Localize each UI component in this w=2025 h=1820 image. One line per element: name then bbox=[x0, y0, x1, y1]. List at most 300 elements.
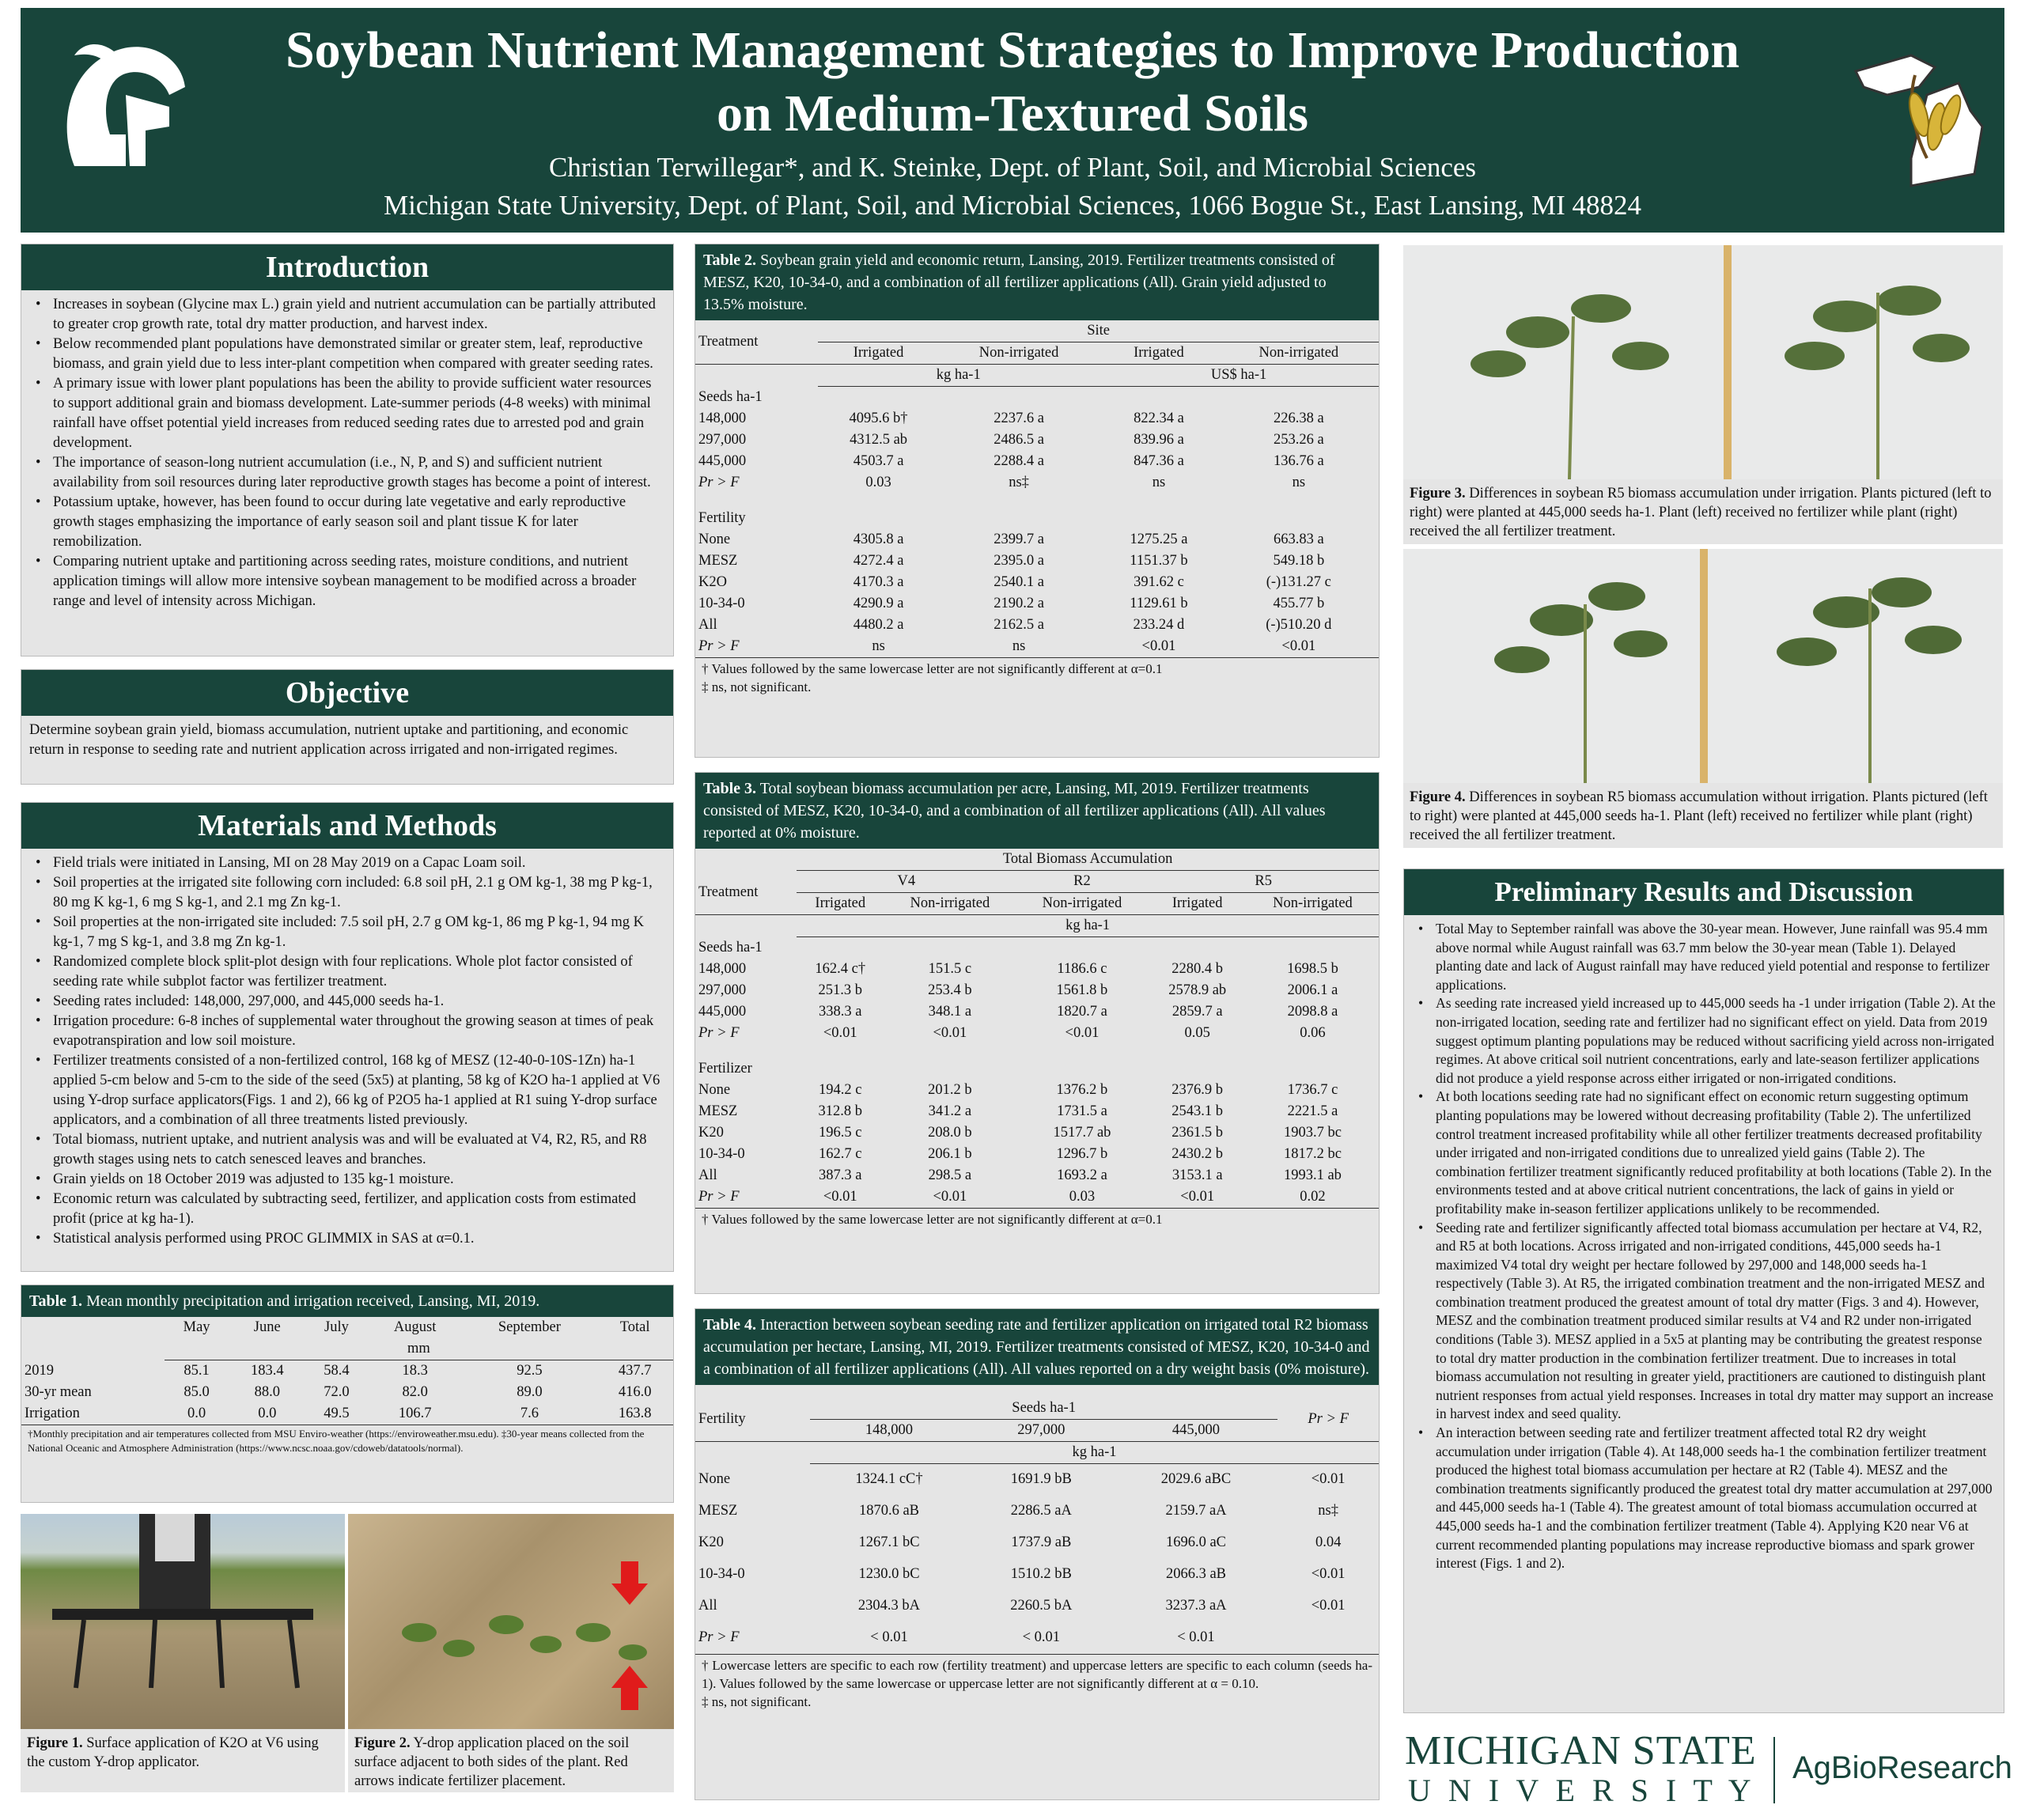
table-cell: 445,000 bbox=[698, 1004, 747, 1020]
table1-footnote: †Monthly precipitation and air temperatures collected from MSU Enviro-weather (https://enviroweather.msu.edu). ‡30-year means collected from the National Oceanic and Atmosphere Administration (https://www.ncsc.noaa.gov/cdoweb/datatools/normal). bbox=[21, 1425, 673, 1457]
table-header-row bbox=[21, 1317, 673, 1338]
table-cell: All bbox=[698, 617, 717, 633]
table-cell: Irrigated bbox=[1171, 895, 1223, 911]
table-cell: 2286.5 aA bbox=[1010, 1503, 1072, 1519]
table-cell: 194.2 c bbox=[819, 1082, 862, 1098]
table-cell: 163.8 bbox=[618, 1406, 652, 1421]
table-row bbox=[695, 1101, 1379, 1122]
table-cell: 72.0 bbox=[324, 1384, 350, 1400]
list-item: • Statistical analysis performed using PROC GLIMMIX in SAS at α=0.1. bbox=[53, 1229, 665, 1249]
table-cell: 839.96 a bbox=[1134, 432, 1184, 448]
table-cell: K20 bbox=[698, 1534, 724, 1550]
table-cell: 341.2 a bbox=[928, 1103, 972, 1119]
table-cell: MESZ bbox=[698, 553, 738, 569]
table-cell: 233.24 d bbox=[1133, 617, 1185, 633]
table-cell: <0.01 bbox=[823, 1025, 857, 1041]
caption-text: Total soybean biomass accumulation per acre, Lansing, MI, 2019. Fertilizer treatments consisted of MESZ, K20, 10-34-0, and a combination of all fertilizer applications (All). All values reported at 0% moisture. bbox=[703, 780, 1326, 842]
table-cell: V4 bbox=[797, 871, 1016, 893]
table-cell: None bbox=[698, 532, 731, 547]
table-cell: 549.18 b bbox=[1273, 553, 1325, 569]
table-cell: 2221.5 a bbox=[1287, 1103, 1338, 1119]
table4-caption bbox=[695, 1309, 1379, 1385]
table-cell: 136.76 a bbox=[1273, 453, 1324, 469]
table-cell: 4290.9 a bbox=[853, 596, 904, 611]
figure2-photo bbox=[348, 1514, 674, 1729]
table-cell: 4480.2 a bbox=[853, 617, 904, 633]
list-item: • Below recommended plant populations have demonstrated similar or greater stem, leaf, reproductive biomass, and grain yield due to less inter-plant competition when compared with greater seeding rates. bbox=[53, 335, 665, 374]
table-cell: 312.8 b bbox=[818, 1103, 862, 1119]
table-cell: 2159.7 aA bbox=[1165, 1503, 1227, 1519]
table-cell: 2361.5 b bbox=[1171, 1125, 1224, 1141]
table-cell: Irrigated bbox=[853, 345, 904, 361]
caption-text: Differences in soybean R5 biomass accumulation without irrigation. Plants pictured (left to right) were planted at 445,000 seeds ha-1. Plant (left) received no fertilizer while plant (right) received the all fertilizer treatment. bbox=[1410, 789, 1988, 843]
caption-label: Table 4. bbox=[703, 1316, 757, 1334]
table-cell: 1691.9 bB bbox=[1010, 1471, 1072, 1488]
table-header-row bbox=[695, 893, 1379, 915]
table-cell: 1510.2 bB bbox=[1010, 1566, 1072, 1582]
table-cell: 251.3 b bbox=[818, 982, 862, 998]
table-cell: Non-irrigated bbox=[1273, 895, 1353, 911]
table-cell: R2 bbox=[1016, 871, 1148, 893]
msu-agbioresearch-logo bbox=[1405, 1728, 2012, 1808]
methods-heading: Materials and Methods bbox=[21, 803, 673, 849]
table-cell: 1736.7 c bbox=[1287, 1082, 1338, 1098]
table-cell: 4170.3 a bbox=[853, 574, 904, 590]
table-row bbox=[695, 636, 1379, 657]
table-cell: 162.7 c bbox=[819, 1146, 862, 1162]
table1 bbox=[21, 1317, 673, 1425]
table-cell: 455.77 b bbox=[1273, 596, 1325, 611]
table-cell: 1696.0 aC bbox=[1165, 1534, 1226, 1550]
table-cell: 348.1 a bbox=[928, 1004, 972, 1020]
introduction-heading: Introduction bbox=[21, 244, 673, 290]
table-cell: 4312.5 ab bbox=[850, 432, 908, 448]
table-row bbox=[695, 408, 1379, 429]
poster-title bbox=[21, 19, 2004, 146]
list-item: • Economic return was calculated by subtracting seed, fertilizer, and application costs from estimated profit (price at kg ha-1). bbox=[53, 1190, 665, 1229]
footnote: ‡ ns, not significant. bbox=[702, 1693, 812, 1709]
caption-text: Mean monthly precipitation and irrigation received, Lansing, MI, 2019. bbox=[82, 1292, 540, 1310]
caption-text: Y-drop application placed on the soil surface adjacent to both sides of the plant. Red arrows indicate fertilizer placement. bbox=[354, 1735, 630, 1789]
table-cell: 30-yr mean bbox=[25, 1384, 92, 1400]
table-cell: <0.01 bbox=[1311, 1598, 1346, 1614]
table-cell: 148,000 bbox=[698, 961, 747, 977]
table-cell: 183.4 bbox=[250, 1363, 284, 1379]
affiliation: Michigan State University, Dept. of Plant, Soil, and Microbial Sciences, 1066 Bogue St., East Lansing, MI 48824 bbox=[383, 190, 1642, 221]
caption-label: Table 3. bbox=[703, 780, 757, 797]
group-label: Fertility bbox=[698, 510, 746, 526]
table-cell: 85.0 bbox=[184, 1384, 210, 1400]
table-cell: 1737.9 aB bbox=[1011, 1534, 1072, 1550]
table-cell: <0.01 bbox=[823, 1189, 857, 1205]
table-row bbox=[21, 1403, 673, 1425]
table-row bbox=[695, 593, 1379, 615]
title-line-2: on Medium-Textured Soils bbox=[716, 85, 1309, 142]
table-cell: 2859.7 a bbox=[1171, 1004, 1223, 1020]
table-cell: < 0.01 bbox=[1022, 1629, 1061, 1645]
table-row bbox=[695, 1080, 1379, 1101]
table-cell: 208.0 b bbox=[928, 1125, 972, 1141]
methods-section bbox=[21, 802, 674, 1272]
table-cell: 151.5 c bbox=[928, 961, 972, 977]
list-item: • Seeding rate and fertilizer significantly affected total biomass accumulation per hectare at V4, R2, and R5 at both locations. Across irrigated and non-irrigated conditions, 445,000 seeds ha-1 maximized V4 total dry weight per hectare followed by 297,000 and 148,000 seeds ha-1 respectively (Table 3). At R5, the irrigated combination treatment and the non-irrigated MESZ and combination treatment produced the greatest amount of total dry matter (Figs. 3 and 4). However, MESZ and the combination treatment produced similar results at V4 and R2 under non-irrigated conditions (Table 3). MESZ applied in a 5x5 at planting may be contributing the greatest response to total dry matter production in the combination fertilizer treatment. Due to increases in total biomass accumulation not resulting in greater yield, practitioners are cautioned to distinguish plant nutrient responses from actual yield responses. Increases in total dry matter may support an increase in harvest index and seed quality. bbox=[1436, 1219, 1996, 1425]
table-row bbox=[695, 1122, 1379, 1144]
table-cell: 1275.25 a bbox=[1130, 532, 1188, 547]
caption-label: Figure 1. bbox=[27, 1735, 83, 1751]
table-row bbox=[695, 1591, 1379, 1622]
red-arrow-up-icon bbox=[611, 1666, 648, 1710]
table-cell: ns bbox=[1292, 475, 1306, 490]
table-cell: June bbox=[253, 1319, 281, 1335]
list-item: • As seeding rate increased yield increased up to 445,000 seeds ha -1 under irrigation (Table 2). At the non-irrigated location, seeding rate and fertilizer had no significant effect on yield. Data from 2019 suggest optimum planting populations may be reduced without sacrificing yield across non-irrigated regimes. At above critical soil nutrient concentrations, early and late-season fertilizer applications did not produce a yield response across either irrigated or non-irrigated conditions. bbox=[1436, 994, 1996, 1088]
table-cell: Non-irrigated bbox=[978, 345, 1059, 361]
table-cell: MESZ bbox=[698, 1103, 738, 1119]
table-cell: 89.0 bbox=[517, 1384, 543, 1400]
list-item: • Soil properties at the non-irrigated site included: 7.5 soil pH, 2.7 g OM kg-1, 86 mg P kg-1, 94 mg K kg-1, 7 mg S kg-1, and 3.8 mg Zn kg-1. bbox=[53, 913, 665, 952]
table-cell: 0.06 bbox=[1300, 1025, 1326, 1041]
unit-label: mm bbox=[165, 1338, 673, 1360]
footnote: ‡ ns, not significant. bbox=[702, 679, 812, 694]
table-cell: 2578.9 ab bbox=[1168, 982, 1227, 998]
objective-heading: Objective bbox=[21, 670, 673, 716]
table-cell: Total Biomass Accumulation bbox=[797, 849, 1379, 871]
table-row bbox=[695, 1023, 1379, 1044]
list-item: • At both locations seeding rate had no significant effect on economic return suggesting optimum planting populations may be lowered without decreasing profitability (Table 2). The unfertilized control treatment increased profitability while all other fertilizer treatments decreased profitability under irrigated and non-irrigated conditions due to unrealized yield gains (Table 2). The combination fertilizer treatment significantly reduced profitability at both locations (Table 2). In the environments tested and at above critical nutrient concentrations, the lack of gains in yield or profitability make in-season fertilizer applications unlikely to be recommended. bbox=[1436, 1088, 1996, 1218]
table-row bbox=[695, 1527, 1379, 1559]
table-cell: Pr > F bbox=[1308, 1411, 1349, 1427]
table-cell: Non-irrigated bbox=[1042, 895, 1122, 911]
table-cell: 2260.5 bA bbox=[1010, 1598, 1073, 1614]
table-cell: 1820.7 a bbox=[1057, 1004, 1107, 1020]
table-cell: Total bbox=[619, 1319, 650, 1335]
list-item: • Irrigation procedure: 6-8 inches of supplemental water throughout the growing season at times of peak evapotranspiration and low soil moisture. bbox=[53, 1012, 665, 1051]
list-item: • Field trials were initiated in Lansing, MI on 28 May 2019 on a Capac Loam soil. bbox=[53, 853, 665, 873]
table-cell: 2376.9 b bbox=[1171, 1082, 1224, 1098]
table-cell: 2162.5 a bbox=[994, 617, 1044, 633]
table-cell: 2540.1 a bbox=[994, 574, 1044, 590]
table4-footnotes bbox=[695, 1654, 1379, 1712]
table1-section bbox=[21, 1285, 674, 1503]
table-cell: 0.04 bbox=[1315, 1534, 1342, 1550]
table-cell: 10-34-0 bbox=[698, 1566, 745, 1582]
table-cell: 253.26 a bbox=[1273, 432, 1324, 448]
table-row bbox=[21, 1382, 673, 1403]
table-cell: ns bbox=[1012, 638, 1026, 654]
table2 bbox=[695, 320, 1379, 657]
table-cell: MESZ bbox=[698, 1503, 738, 1519]
list-item: • Total May to September rainfall was above the 30-year mean. However, June rainfall was 95.4 mm above normal while August rainfall was 63.7 mm below the 30-year mean (Table 1). Delayed planting date and lack of August rainfall may have reduced yield potential and response to fertilizer applications. bbox=[1436, 920, 1996, 994]
table-cell: 148,000 bbox=[698, 411, 747, 426]
table-cell: September bbox=[498, 1319, 561, 1335]
table-cell: 106.7 bbox=[398, 1406, 432, 1421]
table-cell: Pr > F bbox=[698, 1629, 740, 1645]
table-cell: 2019 bbox=[25, 1362, 54, 1379]
table-row bbox=[695, 615, 1379, 636]
soybean-plants-irrigated-illustration bbox=[1403, 245, 2003, 479]
table-cell: Pr > F bbox=[698, 1189, 740, 1205]
table-cell: May bbox=[183, 1319, 210, 1335]
objective-section bbox=[21, 669, 674, 785]
table-cell: <0.01 bbox=[1141, 638, 1176, 654]
table-cell: 391.62 c bbox=[1134, 574, 1184, 590]
table-cell: Treatment bbox=[698, 884, 759, 900]
table3 bbox=[695, 849, 1379, 1208]
table-cell: 162.4 c† bbox=[815, 961, 866, 977]
table-cell: Seeds ha-1 bbox=[810, 1398, 1277, 1420]
table-cell: (-)510.20 d bbox=[1266, 617, 1332, 633]
table-cell: All bbox=[698, 1167, 717, 1183]
table-row bbox=[695, 572, 1379, 593]
table-cell: <0.01 bbox=[1065, 1025, 1100, 1041]
table-cell: < 0.01 bbox=[1177, 1629, 1215, 1645]
table-cell: <0.01 bbox=[1281, 638, 1316, 654]
table-cell: 1731.5 a bbox=[1057, 1103, 1107, 1119]
table-cell: 92.5 bbox=[517, 1363, 543, 1379]
table-cell: 1151.37 b bbox=[1130, 553, 1188, 569]
table-cell: 1561.8 b bbox=[1056, 982, 1108, 998]
table-cell: ns‡ bbox=[1318, 1503, 1338, 1519]
red-arrow-down-icon bbox=[611, 1561, 648, 1605]
table-cell: R5 bbox=[1148, 871, 1379, 893]
arrows-illustration bbox=[348, 1514, 674, 1729]
table3-section bbox=[695, 772, 1380, 1294]
table-row bbox=[695, 1186, 1379, 1208]
university-wordmark: U N I V E R S I T Y bbox=[1408, 1773, 1756, 1808]
tractor-applicator-illustration bbox=[21, 1514, 345, 1729]
caption-label: Figure 4. bbox=[1410, 789, 1466, 805]
footnote: † Values followed by the same lowercase letter are not significantly different at α=0.1 bbox=[702, 661, 1163, 676]
table-cell: 226.38 a bbox=[1273, 411, 1324, 426]
table-cell: 2486.5 a bbox=[994, 432, 1044, 448]
caption-text: Soybean grain yield and economic return, Lansing, 2019. Fertilizer treatments consisted of MESZ, K20, 10-34-0, and a combination of all fertilizer applications (All). Grain yield adjusted to 13.5% moisture. bbox=[703, 252, 1335, 313]
table-cell: 1324.1 cC† bbox=[855, 1471, 923, 1488]
table-row bbox=[695, 1165, 1379, 1186]
table-cell: 1267.1 bC bbox=[858, 1534, 920, 1550]
table-cell: 847.36 a bbox=[1134, 453, 1184, 469]
list-item: • A primary issue with lower plant populations has been the ability to provide sufficient water resources to support additional grain and biomass development. Late-summer periods (4-8 weeks) with minimal rainfall have offset potential yield increases from reduced seeding rates due to arrested pod and grain development. bbox=[53, 374, 665, 453]
footnote: † Lowercase letters are specific to each row (fertility treatment) and uppercase letters are specific to each column (seeds ha-1). Values followed by the same lowercase or uppercase letter are not significantly different at α = 0.10. bbox=[702, 1657, 1372, 1691]
unit-label: kg ha-1 bbox=[810, 1442, 1379, 1464]
table2-footnotes bbox=[695, 657, 1379, 698]
unit-label: kg ha-1 bbox=[797, 915, 1379, 937]
table1-caption bbox=[21, 1285, 673, 1317]
list-item: • The importance of season-long nutrient accumulation (i.e., N, P, and S) and sufficient nutrient availability from soil resources during later reproductive growth stages has become a point of interest. bbox=[53, 453, 665, 493]
table-cell: ns‡ bbox=[1009, 475, 1029, 490]
caption-label: Table 1. bbox=[29, 1292, 83, 1310]
msu-wordmark: MICHIGAN STATE bbox=[1405, 1728, 1757, 1773]
table4-section bbox=[695, 1308, 1380, 1800]
table-cell bbox=[1277, 1622, 1379, 1654]
table-row bbox=[695, 1001, 1379, 1023]
table-cell: 1517.7 ab bbox=[1053, 1125, 1111, 1141]
table-cell: Fertility bbox=[698, 1411, 746, 1427]
table2-caption bbox=[695, 244, 1379, 320]
table-cell: 253.4 b bbox=[928, 982, 972, 998]
table-cell: 1817.2 bc bbox=[1283, 1146, 1342, 1162]
caption-label: Figure 2. bbox=[354, 1735, 411, 1751]
figure1-caption bbox=[21, 1729, 345, 1792]
title-line-1: Soybean Nutrient Management Strategies to Improve Production bbox=[285, 21, 1740, 79]
table-cell: 7.6 bbox=[520, 1406, 539, 1421]
table-cell: 1296.7 b bbox=[1056, 1146, 1108, 1162]
figure1-photo bbox=[21, 1514, 345, 1729]
list-item: • Grain yields on 18 October 2019 was adjusted to 135 kg-1 moisture. bbox=[53, 1170, 665, 1190]
introduction-section bbox=[21, 244, 674, 656]
table-cell: Treatment bbox=[698, 334, 759, 350]
table-row bbox=[695, 529, 1379, 551]
table-cell: <0.01 bbox=[1180, 1189, 1215, 1205]
table-row bbox=[695, 1622, 1379, 1654]
table-cell: August bbox=[393, 1319, 437, 1335]
caption-text: Surface application of K2O at V6 using the custom Y-drop applicator. bbox=[27, 1735, 319, 1770]
list-item: • Seeding rates included: 148,000, 297,000, and 445,000 seeds ha-1. bbox=[53, 992, 665, 1012]
table-cell: 1903.7 bc bbox=[1283, 1125, 1342, 1141]
table-cell: 1129.61 b bbox=[1130, 596, 1188, 611]
table-row bbox=[695, 959, 1379, 980]
table-cell: 445,000 bbox=[698, 453, 747, 469]
table-cell: July bbox=[324, 1319, 349, 1335]
table-cell: 0.03 bbox=[1069, 1189, 1096, 1205]
table-cell: 10-34-0 bbox=[698, 1146, 745, 1162]
table-cell: 1186.6 c bbox=[1057, 961, 1107, 977]
table-cell: 2006.1 a bbox=[1287, 982, 1338, 998]
group-label: Seeds ha-1 bbox=[698, 940, 763, 955]
table-cell: 2029.6 aBC bbox=[1160, 1471, 1232, 1488]
table-cell: 0.0 bbox=[187, 1406, 206, 1421]
table-cell: 82.0 bbox=[402, 1384, 428, 1400]
table-cell: 201.2 b bbox=[928, 1082, 972, 1098]
table-cell: 2399.7 a bbox=[994, 532, 1044, 547]
table-cell: 1693.2 a bbox=[1057, 1167, 1107, 1183]
table-cell: Irrigation bbox=[25, 1406, 80, 1421]
logo-divider bbox=[1773, 1737, 1775, 1803]
table-cell: Site bbox=[818, 320, 1379, 342]
table-cell: 297,000 bbox=[698, 432, 747, 448]
caption-label: Table 2. bbox=[703, 252, 757, 269]
table-cell: 387.3 a bbox=[819, 1167, 862, 1183]
table-cell: <0.01 bbox=[1311, 1471, 1346, 1488]
list-item: • Fertilizer treatments consisted of a non-fertilized control, 168 kg of MESZ (12-40-0-10S-1Zn) ha-1 applied 5-cm below and 5-cm to the side of the seed (5x5) at planting, 58 kg of K2O ha-1 applied at V6 using Y-drop surface applicators(Figs. 1 and 2), 66 kg of P2O5 ha-1 applied at R1 suing Y-drop surface applicators, and a combination of all three treatments listed previously. bbox=[53, 1051, 665, 1130]
table-cell: (-)131.27 c bbox=[1266, 574, 1331, 590]
table-cell: 663.83 a bbox=[1273, 532, 1324, 547]
table-cell: 297,000 bbox=[1017, 1422, 1065, 1438]
table-cell: ns bbox=[872, 638, 885, 654]
table-cell: None bbox=[698, 1082, 731, 1098]
table-row bbox=[695, 1144, 1379, 1165]
table-cell: Pr > F bbox=[698, 638, 740, 654]
table-cell: 4095.6 b† bbox=[849, 411, 908, 426]
table-cell: 58.4 bbox=[324, 1363, 350, 1379]
table-cell: 0.03 bbox=[865, 475, 891, 490]
table-row bbox=[695, 1559, 1379, 1591]
table-cell: 2066.3 aB bbox=[1165, 1566, 1226, 1582]
table-cell: 1993.1 ab bbox=[1283, 1167, 1342, 1183]
methods-list bbox=[29, 853, 665, 1249]
table2-section bbox=[695, 244, 1380, 758]
group-label: Seeds ha-1 bbox=[698, 389, 763, 405]
table-cell: 2543.1 b bbox=[1171, 1103, 1224, 1119]
table-cell: Irrigated bbox=[1134, 345, 1184, 361]
list-item: • Soil properties at the irrigated site following corn included: 6.8 soil pH, 2.1 g OM kg-1, 38 mg P kg-1, 80 mg K kg-1, 6 mg S kg-1, and 2.1 mg Zn kg-1. bbox=[53, 873, 665, 913]
table-cell: ns bbox=[1152, 475, 1166, 490]
table3-footnote: † Values followed by the same lowercase letter are not significantly different at α=0.1 bbox=[695, 1208, 1379, 1230]
table-cell: K20 bbox=[698, 1125, 724, 1141]
list-item: • An interaction between seeding rate and fertilizer treatment affected total R2 dry weight accumulation under irrigation (Table 4). At 148,000 seeds ha-1 the combination fertilizer treatment produced the highest total biomass accumulation per hectare at R2 (Table 4). MESZ and the combination treatments significantly produced the greatest total dry matter accumulation at 297,000 and 445,000 seeds ha-1 (Table 4). The greatest amount of total biomass accumulation occurred at 445,000 seeds ha-1 and the combination fertilizer treatment (Table 4). Applying K20 near V6 at current recommended planting populations may increase reproductive biomass and spark grower interest (Figs. 1 and 2). bbox=[1436, 1424, 1996, 1573]
unit-label: US$ ha-1 bbox=[1099, 365, 1379, 387]
michigan-soybean-map-icon bbox=[1840, 40, 1998, 198]
table-cell: 0.0 bbox=[258, 1406, 277, 1421]
table-cell: 2237.6 a bbox=[994, 411, 1044, 426]
list-item: • Total biomass, nutrient uptake, and nutrient analysis was and will be evaluated at V4, R2, R5, and R8 growth stages using nets to catch senesced leaves and branches. bbox=[53, 1130, 665, 1170]
unit-label: kg ha-1 bbox=[818, 365, 1099, 387]
table-cell: <0.01 bbox=[933, 1025, 967, 1041]
table-cell: < 0.01 bbox=[870, 1629, 908, 1645]
table-cell: None bbox=[698, 1471, 731, 1487]
figure4-caption bbox=[1403, 783, 2003, 848]
table-cell: 3153.1 a bbox=[1171, 1167, 1223, 1183]
figure4-photo bbox=[1403, 549, 2003, 783]
table-row bbox=[695, 980, 1379, 1001]
group-label: Fertilizer bbox=[698, 1061, 752, 1076]
table-cell: 2304.3 bA bbox=[857, 1598, 921, 1614]
soybean-plants-nonirrigated-illustration bbox=[1403, 549, 2003, 783]
authors: Christian Terwillegar*, and K. Steinke, Dept. of Plant, Soil, and Microbial Sciences bbox=[548, 152, 1477, 183]
table-cell: <0.01 bbox=[933, 1189, 967, 1205]
objective-text: Determine soybean grain yield, biomass accumulation, nutrient uptake and partitioning, and economic return in response to seeding rate and nutrient application across irrigated and non-irrigated regimes. bbox=[29, 722, 629, 758]
table-row bbox=[695, 1464, 1379, 1496]
table-cell: Irrigated bbox=[815, 895, 866, 911]
list-item: • Randomized complete block split-plot design with four replications. Whole plot factor consisted of seeding rate while subplot factor was fertilizer treatment. bbox=[53, 952, 665, 992]
figure2-caption bbox=[348, 1729, 674, 1792]
table-cell: 18.3 bbox=[402, 1363, 428, 1379]
table-cell: 338.3 a bbox=[819, 1004, 862, 1020]
table-row bbox=[695, 472, 1379, 494]
table-cell: 437.7 bbox=[618, 1363, 652, 1379]
results-section bbox=[1403, 868, 2004, 1713]
agbioresearch-wordmark: AgBioResearch bbox=[1792, 1750, 2012, 1785]
table-cell: 1870.6 aB bbox=[858, 1503, 920, 1519]
caption-text: Differences in soybean R5 biomass accumulation under irrigation. Plants pictured (left to right) were planted at 445,000 seeds ha-1. Plant (left) received no fertilizer while plant (right) received the all fertilizer treatment. bbox=[1410, 486, 1992, 539]
figure3-photo bbox=[1403, 245, 2003, 479]
table-cell: 297,000 bbox=[698, 982, 747, 998]
table-cell: 1376.2 b bbox=[1056, 1082, 1108, 1098]
table-cell: 4305.8 a bbox=[853, 532, 904, 547]
table-cell: 196.5 c bbox=[819, 1125, 862, 1141]
list-item: • Increases in soybean (Glycine max L.) grain yield and nutrient accumulation can be partially attributed to greater crop growth rate, total dry matter production, and harvest index. bbox=[53, 295, 665, 335]
table-cell: 49.5 bbox=[324, 1406, 350, 1421]
table-cell: 206.1 b bbox=[928, 1146, 972, 1162]
table-cell: 0.05 bbox=[1184, 1025, 1210, 1041]
table-cell: Non-irrigated bbox=[1259, 345, 1339, 361]
results-heading: Preliminary Results and Discussion bbox=[1404, 869, 2004, 915]
table-cell: 1698.5 b bbox=[1287, 961, 1338, 977]
table-cell: All bbox=[698, 1598, 717, 1614]
table-row bbox=[695, 429, 1379, 451]
table-cell: 4272.4 a bbox=[853, 553, 904, 569]
table-row bbox=[695, 1496, 1379, 1527]
caption-label: Figure 3. bbox=[1410, 486, 1466, 501]
table-cell: 2430.2 b bbox=[1171, 1146, 1224, 1162]
table-cell: Pr > F bbox=[698, 475, 740, 490]
table-cell: 2190.2 a bbox=[994, 596, 1044, 611]
table-cell: 416.0 bbox=[618, 1384, 652, 1400]
table-cell: 3237.3 aA bbox=[1165, 1598, 1227, 1614]
table-cell bbox=[21, 1317, 165, 1338]
results-list bbox=[1412, 920, 1996, 1573]
table-cell: 10-34-0 bbox=[698, 596, 745, 611]
table-cell: 2280.4 b bbox=[1171, 961, 1224, 977]
table-row bbox=[21, 1360, 673, 1383]
